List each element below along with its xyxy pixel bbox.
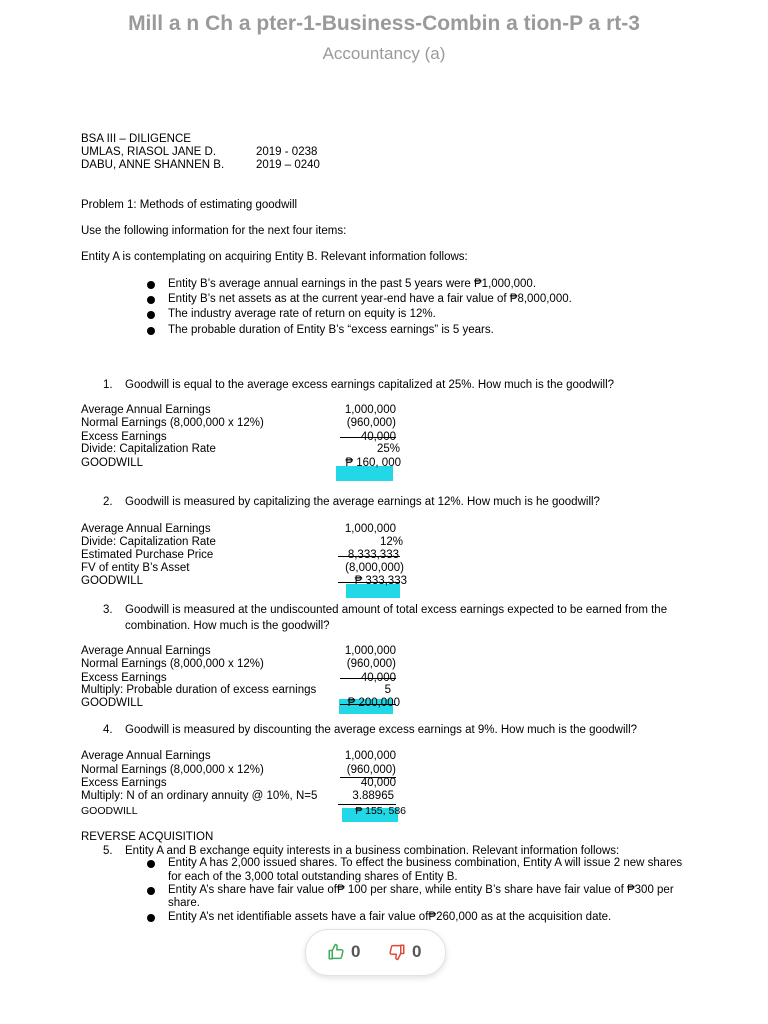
question-number: 3. (103, 604, 113, 616)
row-label: Normal Earnings (8,000,000 x 12%) (81, 764, 264, 776)
downvote-button[interactable] (388, 940, 421, 964)
goodwill-value: ₱ 200,000 (347, 697, 400, 709)
row-label: Normal Earnings (8,000,000 x 12%) (81, 417, 264, 429)
row-label: GOODWILL (81, 697, 143, 709)
row-value: 1,000,000 (344, 523, 396, 535)
question-text: Goodwill is measured by discounting the average excess earnings at 9%. How much is the goodwill? (125, 724, 638, 736)
row-value: 40,000 (360, 431, 396, 443)
row-label: GOODWILL (81, 805, 138, 817)
upvote-count: 0 (351, 942, 361, 961)
thumbs-up-icon (327, 943, 345, 961)
student-name: UMLAS, RIASOL JANE D. (81, 146, 217, 158)
row-label: GOODWILL (81, 457, 143, 469)
student-name: DABU, ANNE SHANNEN B. (81, 159, 225, 171)
bullet-continuation: share. (168, 897, 200, 909)
bullet-item: Entity B’s net assets as at the current year-end have a fair value of ₱8,000,000. (168, 293, 572, 305)
thumbs-down-icon (388, 943, 406, 961)
row-value: 25% (376, 443, 400, 455)
row-label: Average Annual Earnings (81, 404, 211, 416)
row-label: FV of entity B’s Asset (81, 562, 190, 574)
bullet-item: The industry average rate of return on equity is 12%. (168, 308, 436, 320)
instruction-text: Use the following information for the next four items: (81, 225, 347, 237)
row-label: Normal Earnings (8,000,000 x 12%) (81, 658, 264, 670)
question-text: Goodwill is equal to the average excess earnings capitalized at 25%. How much is the goodwill? (125, 379, 615, 391)
question-text: combination. How much is the goodwill? (125, 620, 330, 632)
upvote-button[interactable] (327, 940, 360, 964)
row-value: (960,000) (346, 658, 396, 670)
row-value: 5 (384, 684, 391, 696)
bullet-continuation: for each of the 3,000 total outstanding shares of Entity B. (168, 871, 458, 883)
bullet-item: Entity B’s average annual earnings in the past 5 years were ₱1,000,000. (168, 278, 537, 290)
section-label: BSA III – DILIGENCE (81, 133, 191, 145)
vote-widget (305, 929, 446, 976)
goodwill-value: ₱ 333,333 (354, 575, 407, 587)
question-number: 2. (103, 496, 113, 508)
section-heading: REVERSE ACQUISITION (81, 831, 214, 843)
question-text: Goodwill is measured at the undiscounted amount of total excess earnings expected to be earned from the (125, 604, 668, 616)
document-title: Mill a n Ch a pter-1-Business-Combin a tion-P a rt-3 (128, 12, 640, 35)
bullet-item: Entity A’s net identifiable assets have a fair value of₱260,000 as at the acquisition date. (168, 911, 612, 923)
row-label: Excess Earnings (81, 777, 167, 789)
downvote-count: 0 (412, 942, 422, 961)
student-id: 2019 – 0240 (256, 159, 320, 171)
row-value: 40,000 (360, 672, 396, 684)
goodwill-value: ₱ 155, 586 (355, 805, 406, 817)
row-label: Divide: Capitalization Rate (81, 536, 216, 548)
row-value: 3.88965 (352, 790, 394, 802)
row-label: Average Annual Earnings (81, 645, 211, 657)
row-label: Multiply: Probable duration of excess earnings (81, 684, 317, 696)
row-value: 12% (379, 536, 403, 548)
row-label: GOODWILL (81, 575, 143, 587)
context-text: Entity A is contemplating on acquiring Entity B. Relevant information follows: (81, 251, 468, 263)
bullet-item: The probable duration of Entity B’s “excess earnings” is 5 years. (168, 324, 494, 336)
row-value: 8,333,333 (347, 549, 399, 561)
question-number: 5. (103, 845, 113, 857)
row-label: Average Annual Earnings (81, 750, 211, 762)
bullet-item: Entity A’s share have fair value of₱ 100 per share, while entity B’s share have fair value of ₱300 per (168, 884, 674, 896)
row-label: Estimated Purchase Price (81, 549, 214, 561)
row-value: (960,000) (346, 764, 396, 776)
row-label: Multiply: N of an ordinary annuity @ 10%, N=5 (81, 790, 318, 802)
row-value: (8,000,000) (345, 562, 404, 574)
student-id: 2019 - 0238 (256, 146, 318, 158)
goodwill-value: ₱ 160, 000 (345, 457, 401, 469)
problem-heading: Problem 1: Methods of estimating goodwill (81, 199, 298, 211)
row-label: Average Annual Earnings (81, 523, 211, 535)
row-value: 1,000,000 (344, 645, 396, 657)
bullet-item: Entity A has 2,000 issued shares. To effect the business combination, Entity A will issue 2 new shares (168, 857, 683, 869)
question-number: 1. (103, 379, 113, 391)
document-subtitle: Accountancy (a) (322, 44, 446, 63)
row-value: (960,000) (346, 417, 396, 429)
question-number: 4. (103, 724, 113, 736)
row-value: 1,000,000 (344, 750, 396, 762)
question-text: Goodwill is measured by capitalizing the average earnings at 12%. How much is he goodwill? (125, 496, 600, 508)
row-value: 1,000,000 (344, 404, 396, 416)
row-label: Excess Earnings (81, 672, 167, 684)
row-label: Divide: Capitalization Rate (81, 443, 216, 455)
question-text: Entity A and B exchange equity interests in a business combination. Relevant information follows: (125, 845, 620, 857)
row-value: 40,000 (360, 777, 396, 789)
row-label: Excess Earnings (81, 431, 167, 443)
